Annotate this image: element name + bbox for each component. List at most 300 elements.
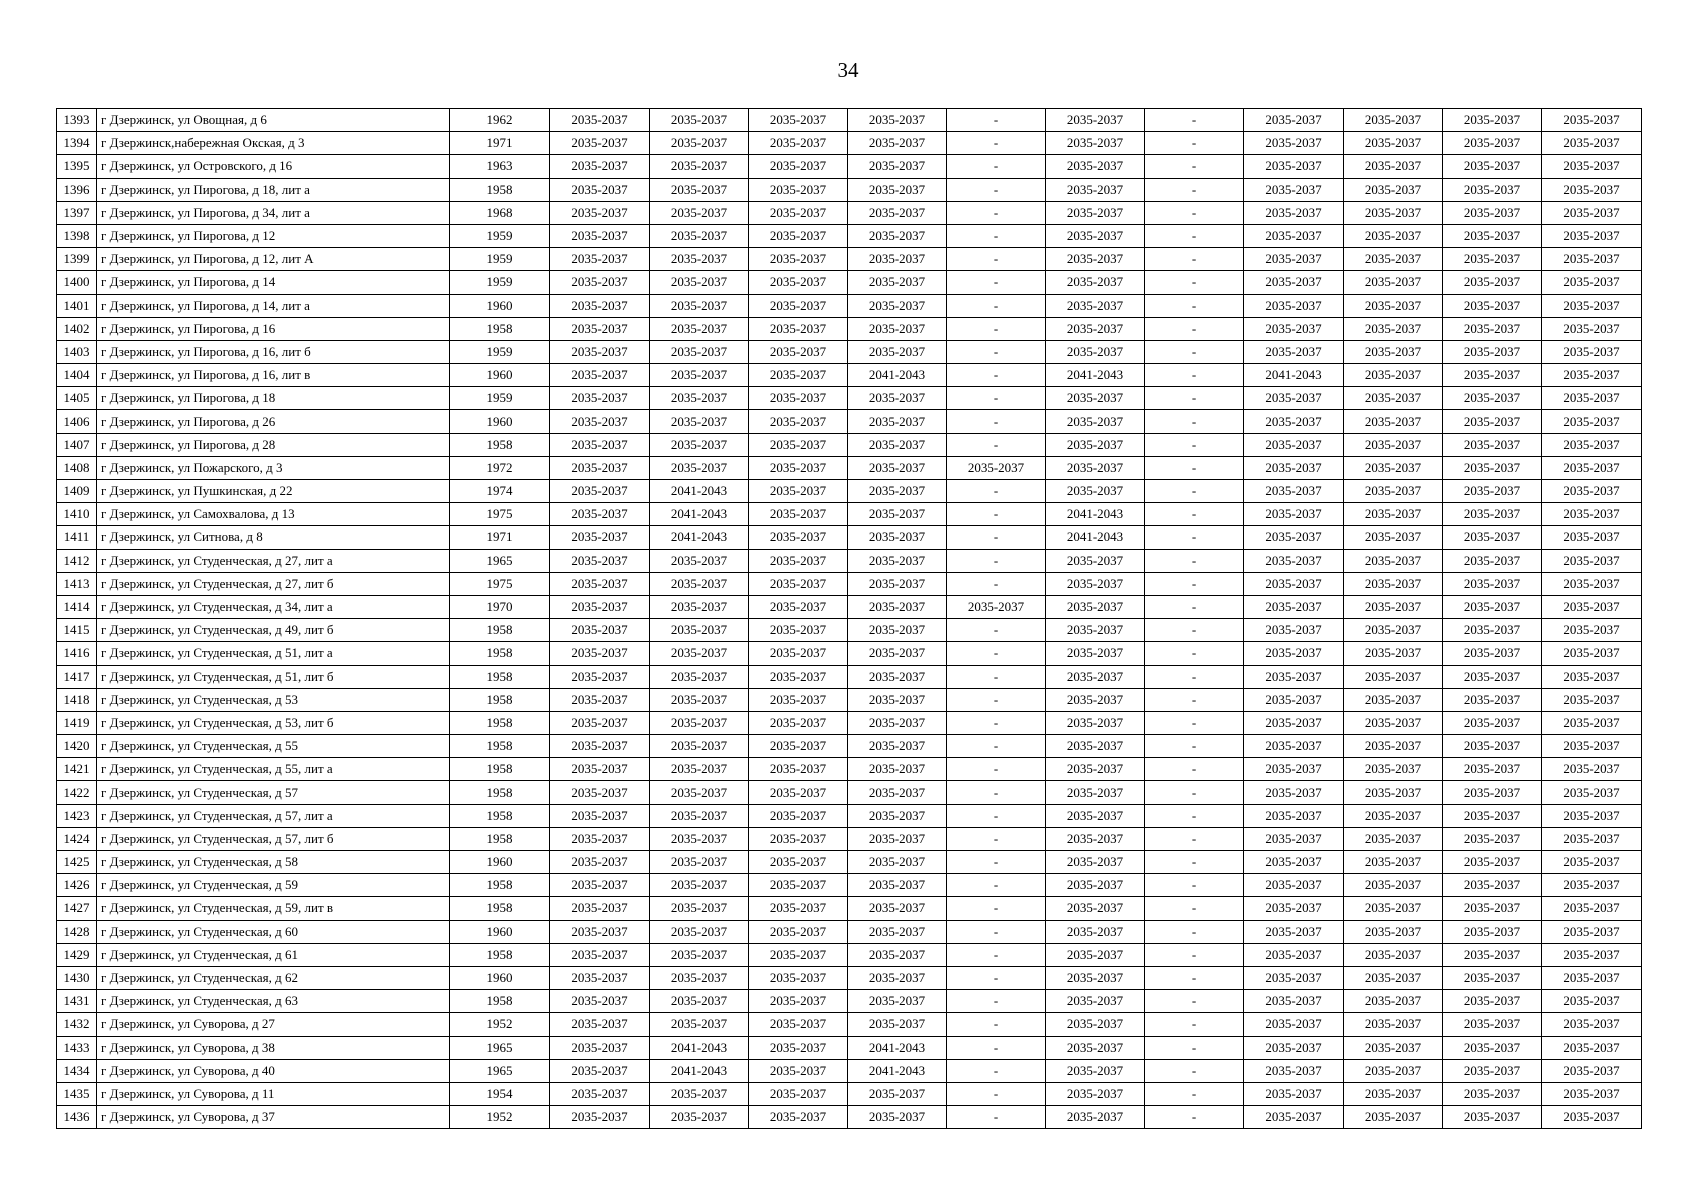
cell-year-built: 1958 bbox=[450, 619, 550, 642]
cell-period-10: 2035-2037 bbox=[1443, 1036, 1542, 1059]
cell-period-8: 2035-2037 bbox=[1244, 503, 1344, 526]
cell-period-9: 2035-2037 bbox=[1344, 410, 1443, 433]
table-row bbox=[57, 711, 1642, 734]
cell-row-number: 1416 bbox=[57, 642, 97, 665]
cell-period-5: - bbox=[947, 433, 1046, 456]
cell-period-6: 2035-2037 bbox=[1046, 735, 1145, 758]
cell-address: г Дзержинск, ул Пирогова, д 16 bbox=[97, 317, 450, 340]
cell-period-9: 2035-2037 bbox=[1344, 317, 1443, 340]
cell-period-3: 2035-2037 bbox=[749, 595, 848, 618]
cell-period-11: 2035-2037 bbox=[1542, 526, 1642, 549]
cell-row-number: 1393 bbox=[57, 109, 97, 132]
cell-address: г Дзержинск, ул Студенческая, д 34, лит а bbox=[97, 595, 450, 618]
cell-period-10: 2035-2037 bbox=[1443, 549, 1542, 572]
cell-period-8: 2035-2037 bbox=[1244, 433, 1344, 456]
cell-period-2: 2041-2043 bbox=[650, 503, 749, 526]
cell-year-built: 1971 bbox=[450, 132, 550, 155]
cell-period-6: 2035-2037 bbox=[1046, 572, 1145, 595]
cell-period-7: - bbox=[1145, 271, 1244, 294]
cell-address: г Дзержинск, ул Суворова, д 38 bbox=[97, 1036, 450, 1059]
cell-period-7: - bbox=[1145, 1036, 1244, 1059]
cell-row-number: 1419 bbox=[57, 711, 97, 734]
cell-period-1: 2035-2037 bbox=[550, 294, 650, 317]
cell-period-3: 2035-2037 bbox=[749, 456, 848, 479]
cell-period-7: - bbox=[1145, 874, 1244, 897]
cell-period-1: 2035-2037 bbox=[550, 1082, 650, 1105]
cell-period-11: 2035-2037 bbox=[1542, 317, 1642, 340]
cell-period-11: 2035-2037 bbox=[1542, 572, 1642, 595]
cell-period-3: 2035-2037 bbox=[749, 688, 848, 711]
cell-period-8: 2035-2037 bbox=[1244, 897, 1344, 920]
cell-period-10: 2035-2037 bbox=[1443, 503, 1542, 526]
table-row bbox=[57, 688, 1642, 711]
cell-period-9: 2035-2037 bbox=[1344, 595, 1443, 618]
cell-period-4: 2035-2037 bbox=[848, 781, 947, 804]
cell-period-10: 2035-2037 bbox=[1443, 340, 1542, 363]
cell-year-built: 1958 bbox=[450, 711, 550, 734]
cell-period-7: - bbox=[1145, 132, 1244, 155]
cell-period-4: 2035-2037 bbox=[848, 410, 947, 433]
cell-address: г Дзержинск, ул Суворова, д 11 bbox=[97, 1082, 450, 1105]
cell-year-built: 1958 bbox=[450, 874, 550, 897]
cell-period-3: 2035-2037 bbox=[749, 1082, 848, 1105]
cell-period-7: - bbox=[1145, 410, 1244, 433]
cell-period-7: - bbox=[1145, 155, 1244, 178]
cell-period-8: 2035-2037 bbox=[1244, 572, 1344, 595]
table-row bbox=[57, 526, 1642, 549]
cell-row-number: 1417 bbox=[57, 665, 97, 688]
cell-period-4: 2041-2043 bbox=[848, 1059, 947, 1082]
cell-period-10: 2035-2037 bbox=[1443, 1082, 1542, 1105]
cell-address: г Дзержинск, ул Студенческая, д 57 bbox=[97, 781, 450, 804]
cell-period-8: 2035-2037 bbox=[1244, 155, 1344, 178]
cell-year-built: 1960 bbox=[450, 966, 550, 989]
cell-period-10: 2035-2037 bbox=[1443, 619, 1542, 642]
table-row bbox=[57, 155, 1642, 178]
cell-period-6: 2035-2037 bbox=[1046, 874, 1145, 897]
cell-period-5: - bbox=[947, 410, 1046, 433]
cell-period-8: 2035-2037 bbox=[1244, 248, 1344, 271]
cell-period-2: 2035-2037 bbox=[650, 317, 749, 340]
cell-period-10: 2035-2037 bbox=[1443, 874, 1542, 897]
cell-period-11: 2035-2037 bbox=[1542, 758, 1642, 781]
table-row bbox=[57, 410, 1642, 433]
cell-period-4: 2035-2037 bbox=[848, 456, 947, 479]
cell-period-6: 2035-2037 bbox=[1046, 294, 1145, 317]
cell-period-8: 2035-2037 bbox=[1244, 1106, 1344, 1129]
cell-period-8: 2035-2037 bbox=[1244, 735, 1344, 758]
cell-address: г Дзержинск, ул Студенческая, д 62 bbox=[97, 966, 450, 989]
cell-period-4: 2035-2037 bbox=[848, 943, 947, 966]
table-body bbox=[57, 109, 1642, 1129]
cell-period-1: 2035-2037 bbox=[550, 526, 650, 549]
cell-period-9: 2035-2037 bbox=[1344, 642, 1443, 665]
cell-period-6: 2035-2037 bbox=[1046, 549, 1145, 572]
cell-period-5: 2035-2037 bbox=[947, 456, 1046, 479]
cell-year-built: 1974 bbox=[450, 480, 550, 503]
cell-row-number: 1423 bbox=[57, 804, 97, 827]
cell-period-2: 2035-2037 bbox=[650, 340, 749, 363]
cell-period-6: 2035-2037 bbox=[1046, 688, 1145, 711]
cell-period-11: 2035-2037 bbox=[1542, 132, 1642, 155]
cell-period-9: 2035-2037 bbox=[1344, 364, 1443, 387]
cell-period-6: 2035-2037 bbox=[1046, 456, 1145, 479]
table-row bbox=[57, 595, 1642, 618]
cell-period-8: 2035-2037 bbox=[1244, 456, 1344, 479]
table-row bbox=[57, 132, 1642, 155]
cell-address: г Дзержинск, ул Пожарского, д 3 bbox=[97, 456, 450, 479]
table-row bbox=[57, 271, 1642, 294]
cell-period-10: 2035-2037 bbox=[1443, 109, 1542, 132]
cell-period-8: 2035-2037 bbox=[1244, 990, 1344, 1013]
cell-period-8: 2035-2037 bbox=[1244, 619, 1344, 642]
cell-period-10: 2035-2037 bbox=[1443, 642, 1542, 665]
cell-period-3: 2035-2037 bbox=[749, 178, 848, 201]
cell-period-1: 2035-2037 bbox=[550, 1106, 650, 1129]
cell-period-9: 2035-2037 bbox=[1344, 549, 1443, 572]
cell-row-number: 1408 bbox=[57, 456, 97, 479]
cell-period-1: 2035-2037 bbox=[550, 271, 650, 294]
cell-period-11: 2035-2037 bbox=[1542, 851, 1642, 874]
cell-period-7: - bbox=[1145, 549, 1244, 572]
cell-period-6: 2035-2037 bbox=[1046, 178, 1145, 201]
cell-period-4: 2035-2037 bbox=[848, 224, 947, 247]
cell-period-5: - bbox=[947, 480, 1046, 503]
cell-period-6: 2035-2037 bbox=[1046, 1036, 1145, 1059]
cell-row-number: 1404 bbox=[57, 364, 97, 387]
table-row bbox=[57, 480, 1642, 503]
cell-period-7: - bbox=[1145, 109, 1244, 132]
cell-period-6: 2035-2037 bbox=[1046, 665, 1145, 688]
cell-period-8: 2035-2037 bbox=[1244, 132, 1344, 155]
cell-period-7: - bbox=[1145, 851, 1244, 874]
cell-period-9: 2035-2037 bbox=[1344, 920, 1443, 943]
cell-period-7: - bbox=[1145, 317, 1244, 340]
cell-period-11: 2035-2037 bbox=[1542, 155, 1642, 178]
cell-period-9: 2035-2037 bbox=[1344, 387, 1443, 410]
cell-period-2: 2035-2037 bbox=[650, 874, 749, 897]
cell-period-8: 2035-2037 bbox=[1244, 317, 1344, 340]
cell-period-1: 2035-2037 bbox=[550, 155, 650, 178]
cell-period-11: 2035-2037 bbox=[1542, 1013, 1642, 1036]
cell-period-3: 2035-2037 bbox=[749, 1036, 848, 1059]
cell-row-number: 1424 bbox=[57, 827, 97, 850]
cell-period-2: 2041-2043 bbox=[650, 480, 749, 503]
cell-period-3: 2035-2037 bbox=[749, 758, 848, 781]
page-number: 34 bbox=[837, 58, 859, 82]
table-row bbox=[57, 248, 1642, 271]
cell-period-10: 2035-2037 bbox=[1443, 990, 1542, 1013]
cell-address: г Дзержинск, ул Пирогова, д 16, лит б bbox=[97, 340, 450, 363]
cell-period-11: 2035-2037 bbox=[1542, 966, 1642, 989]
cell-year-built: 1958 bbox=[450, 178, 550, 201]
cell-period-11: 2035-2037 bbox=[1542, 642, 1642, 665]
cell-period-2: 2035-2037 bbox=[650, 410, 749, 433]
cell-period-6: 2035-2037 bbox=[1046, 155, 1145, 178]
cell-period-1: 2035-2037 bbox=[550, 874, 650, 897]
cell-period-7: - bbox=[1145, 758, 1244, 781]
cell-row-number: 1430 bbox=[57, 966, 97, 989]
cell-period-1: 2035-2037 bbox=[550, 851, 650, 874]
cell-period-7: - bbox=[1145, 1082, 1244, 1105]
table-row bbox=[57, 201, 1642, 224]
cell-period-8: 2035-2037 bbox=[1244, 943, 1344, 966]
cell-period-9: 2035-2037 bbox=[1344, 897, 1443, 920]
cell-period-5: - bbox=[947, 271, 1046, 294]
cell-period-10: 2035-2037 bbox=[1443, 920, 1542, 943]
cell-period-7: - bbox=[1145, 781, 1244, 804]
cell-period-1: 2035-2037 bbox=[550, 642, 650, 665]
cell-period-8: 2035-2037 bbox=[1244, 549, 1344, 572]
cell-row-number: 1403 bbox=[57, 340, 97, 363]
cell-period-8: 2035-2037 bbox=[1244, 178, 1344, 201]
cell-period-4: 2035-2037 bbox=[848, 688, 947, 711]
cell-row-number: 1410 bbox=[57, 503, 97, 526]
cell-period-2: 2035-2037 bbox=[650, 248, 749, 271]
cell-period-8: 2035-2037 bbox=[1244, 711, 1344, 734]
cell-period-11: 2035-2037 bbox=[1542, 410, 1642, 433]
cell-period-3: 2035-2037 bbox=[749, 526, 848, 549]
cell-period-3: 2035-2037 bbox=[749, 248, 848, 271]
cell-period-5: - bbox=[947, 1036, 1046, 1059]
cell-period-2: 2035-2037 bbox=[650, 456, 749, 479]
cell-address: г Дзержинск, ул Пирогова, д 28 bbox=[97, 433, 450, 456]
cell-period-11: 2035-2037 bbox=[1542, 827, 1642, 850]
cell-period-4: 2035-2037 bbox=[848, 340, 947, 363]
cell-year-built: 1963 bbox=[450, 155, 550, 178]
cell-period-3: 2035-2037 bbox=[749, 410, 848, 433]
cell-period-6: 2035-2037 bbox=[1046, 595, 1145, 618]
cell-period-8: 2035-2037 bbox=[1244, 410, 1344, 433]
cell-period-11: 2035-2037 bbox=[1542, 665, 1642, 688]
cell-period-3: 2035-2037 bbox=[749, 433, 848, 456]
cell-period-3: 2035-2037 bbox=[749, 503, 848, 526]
cell-address: г Дзержинск, ул Пирогова, д 18 bbox=[97, 387, 450, 410]
cell-address: г Дзержинск, ул Студенческая, д 59, лит в bbox=[97, 897, 450, 920]
table-row bbox=[57, 1106, 1642, 1129]
cell-period-11: 2035-2037 bbox=[1542, 1106, 1642, 1129]
cell-period-3: 2035-2037 bbox=[749, 387, 848, 410]
cell-period-1: 2035-2037 bbox=[550, 201, 650, 224]
cell-period-9: 2035-2037 bbox=[1344, 851, 1443, 874]
cell-period-7: - bbox=[1145, 619, 1244, 642]
cell-period-5: - bbox=[947, 642, 1046, 665]
cell-year-built: 1958 bbox=[450, 665, 550, 688]
cell-period-7: - bbox=[1145, 503, 1244, 526]
cell-period-10: 2035-2037 bbox=[1443, 271, 1542, 294]
cell-period-5: - bbox=[947, 132, 1046, 155]
cell-address: г Дзержинск, ул Студенческая, д 51, лит а bbox=[97, 642, 450, 665]
table-row bbox=[57, 1082, 1642, 1105]
cell-period-3: 2035-2037 bbox=[749, 1059, 848, 1082]
cell-period-2: 2035-2037 bbox=[650, 572, 749, 595]
cell-period-10: 2035-2037 bbox=[1443, 781, 1542, 804]
cell-period-6: 2041-2043 bbox=[1046, 364, 1145, 387]
cell-period-8: 2035-2037 bbox=[1244, 688, 1344, 711]
cell-row-number: 1412 bbox=[57, 549, 97, 572]
cell-period-6: 2035-2037 bbox=[1046, 387, 1145, 410]
cell-period-9: 2035-2037 bbox=[1344, 735, 1443, 758]
cell-period-4: 2035-2037 bbox=[848, 572, 947, 595]
cell-period-4: 2035-2037 bbox=[848, 642, 947, 665]
cell-period-4: 2035-2037 bbox=[848, 758, 947, 781]
cell-period-5: - bbox=[947, 248, 1046, 271]
cell-period-7: - bbox=[1145, 1059, 1244, 1082]
cell-period-11: 2035-2037 bbox=[1542, 364, 1642, 387]
cell-period-2: 2035-2037 bbox=[650, 711, 749, 734]
cell-year-built: 1958 bbox=[450, 735, 550, 758]
cell-row-number: 1397 bbox=[57, 201, 97, 224]
cell-year-built: 1975 bbox=[450, 503, 550, 526]
cell-period-6: 2035-2037 bbox=[1046, 224, 1145, 247]
cell-row-number: 1415 bbox=[57, 619, 97, 642]
cell-year-built: 1958 bbox=[450, 642, 550, 665]
cell-period-3: 2035-2037 bbox=[749, 827, 848, 850]
cell-period-11: 2035-2037 bbox=[1542, 990, 1642, 1013]
cell-period-8: 2035-2037 bbox=[1244, 294, 1344, 317]
cell-year-built: 1952 bbox=[450, 1013, 550, 1036]
table-row bbox=[57, 1059, 1642, 1082]
table-row bbox=[57, 433, 1642, 456]
cell-period-1: 2035-2037 bbox=[550, 781, 650, 804]
cell-period-1: 2035-2037 bbox=[550, 711, 650, 734]
cell-period-4: 2035-2037 bbox=[848, 711, 947, 734]
cell-period-7: - bbox=[1145, 294, 1244, 317]
cell-row-number: 1407 bbox=[57, 433, 97, 456]
cell-period-9: 2035-2037 bbox=[1344, 665, 1443, 688]
cell-period-11: 2035-2037 bbox=[1542, 804, 1642, 827]
cell-row-number: 1400 bbox=[57, 271, 97, 294]
cell-period-4: 2035-2037 bbox=[848, 851, 947, 874]
cell-period-4: 2035-2037 bbox=[848, 619, 947, 642]
cell-period-11: 2035-2037 bbox=[1542, 874, 1642, 897]
cell-address: г Дзержинск, ул Суворова, д 40 bbox=[97, 1059, 450, 1082]
cell-row-number: 1421 bbox=[57, 758, 97, 781]
cell-address: г Дзержинск, ул Студенческая, д 63 bbox=[97, 990, 450, 1013]
cell-period-10: 2035-2037 bbox=[1443, 294, 1542, 317]
cell-period-1: 2035-2037 bbox=[550, 132, 650, 155]
cell-period-2: 2035-2037 bbox=[650, 132, 749, 155]
cell-year-built: 1958 bbox=[450, 897, 550, 920]
cell-period-1: 2035-2037 bbox=[550, 990, 650, 1013]
cell-period-7: - bbox=[1145, 387, 1244, 410]
cell-period-8: 2035-2037 bbox=[1244, 201, 1344, 224]
cell-period-8: 2035-2037 bbox=[1244, 920, 1344, 943]
cell-period-3: 2035-2037 bbox=[749, 897, 848, 920]
cell-period-9: 2035-2037 bbox=[1344, 804, 1443, 827]
cell-year-built: 1952 bbox=[450, 1106, 550, 1129]
cell-period-6: 2035-2037 bbox=[1046, 1059, 1145, 1082]
cell-period-7: - bbox=[1145, 456, 1244, 479]
cell-year-built: 1960 bbox=[450, 364, 550, 387]
cell-period-10: 2035-2037 bbox=[1443, 1106, 1542, 1129]
cell-period-3: 2035-2037 bbox=[749, 480, 848, 503]
cell-period-4: 2035-2037 bbox=[848, 480, 947, 503]
cell-period-11: 2035-2037 bbox=[1542, 456, 1642, 479]
table-row bbox=[57, 943, 1642, 966]
cell-period-5: - bbox=[947, 178, 1046, 201]
cell-period-3: 2035-2037 bbox=[749, 619, 848, 642]
cell-period-7: - bbox=[1145, 642, 1244, 665]
cell-row-number: 1429 bbox=[57, 943, 97, 966]
cell-period-1: 2035-2037 bbox=[550, 572, 650, 595]
cell-period-8: 2035-2037 bbox=[1244, 480, 1344, 503]
cell-period-9: 2035-2037 bbox=[1344, 619, 1443, 642]
cell-period-9: 2035-2037 bbox=[1344, 248, 1443, 271]
cell-row-number: 1414 bbox=[57, 595, 97, 618]
cell-period-5: - bbox=[947, 804, 1046, 827]
cell-period-2: 2035-2037 bbox=[650, 1082, 749, 1105]
cell-period-3: 2035-2037 bbox=[749, 224, 848, 247]
cell-period-2: 2035-2037 bbox=[650, 433, 749, 456]
cell-period-6: 2035-2037 bbox=[1046, 109, 1145, 132]
cell-period-4: 2035-2037 bbox=[848, 827, 947, 850]
cell-period-3: 2035-2037 bbox=[749, 920, 848, 943]
cell-period-4: 2041-2043 bbox=[848, 364, 947, 387]
cell-period-7: - bbox=[1145, 897, 1244, 920]
cell-period-6: 2035-2037 bbox=[1046, 619, 1145, 642]
cell-period-6: 2035-2037 bbox=[1046, 758, 1145, 781]
cell-period-5: - bbox=[947, 340, 1046, 363]
table-row bbox=[57, 804, 1642, 827]
cell-period-10: 2035-2037 bbox=[1443, 178, 1542, 201]
cell-period-2: 2035-2037 bbox=[650, 920, 749, 943]
cell-period-2: 2035-2037 bbox=[650, 642, 749, 665]
cell-period-11: 2035-2037 bbox=[1542, 688, 1642, 711]
cell-period-3: 2035-2037 bbox=[749, 990, 848, 1013]
cell-row-number: 1402 bbox=[57, 317, 97, 340]
cell-period-5: - bbox=[947, 943, 1046, 966]
cell-period-7: - bbox=[1145, 735, 1244, 758]
cell-period-9: 2035-2037 bbox=[1344, 758, 1443, 781]
table-row bbox=[57, 735, 1642, 758]
cell-period-5: - bbox=[947, 735, 1046, 758]
cell-period-3: 2035-2037 bbox=[749, 109, 848, 132]
cell-period-11: 2035-2037 bbox=[1542, 340, 1642, 363]
cell-period-2: 2035-2037 bbox=[650, 827, 749, 850]
cell-period-5: - bbox=[947, 201, 1046, 224]
cell-period-1: 2035-2037 bbox=[550, 966, 650, 989]
cell-address: г Дзержинск, ул Суворова, д 37 bbox=[97, 1106, 450, 1129]
cell-address: г Дзержинск, ул Студенческая, д 55 bbox=[97, 735, 450, 758]
cell-year-built: 1958 bbox=[450, 758, 550, 781]
cell-period-2: 2035-2037 bbox=[650, 990, 749, 1013]
cell-period-10: 2035-2037 bbox=[1443, 758, 1542, 781]
cell-period-1: 2035-2037 bbox=[550, 503, 650, 526]
cell-period-3: 2035-2037 bbox=[749, 943, 848, 966]
cell-period-9: 2035-2037 bbox=[1344, 1082, 1443, 1105]
cell-year-built: 1960 bbox=[450, 410, 550, 433]
cell-period-11: 2035-2037 bbox=[1542, 1036, 1642, 1059]
cell-period-7: - bbox=[1145, 595, 1244, 618]
cell-period-8: 2035-2037 bbox=[1244, 827, 1344, 850]
cell-period-3: 2035-2037 bbox=[749, 851, 848, 874]
cell-period-9: 2035-2037 bbox=[1344, 874, 1443, 897]
cell-period-2: 2035-2037 bbox=[650, 271, 749, 294]
cell-period-3: 2035-2037 bbox=[749, 642, 848, 665]
cell-period-2: 2035-2037 bbox=[650, 735, 749, 758]
cell-period-2: 2035-2037 bbox=[650, 851, 749, 874]
cell-period-5: - bbox=[947, 665, 1046, 688]
cell-period-11: 2035-2037 bbox=[1542, 735, 1642, 758]
cell-period-9: 2035-2037 bbox=[1344, 1013, 1443, 1036]
cell-period-3: 2035-2037 bbox=[749, 735, 848, 758]
cell-period-2: 2035-2037 bbox=[650, 619, 749, 642]
cell-period-2: 2035-2037 bbox=[650, 224, 749, 247]
cell-period-10: 2035-2037 bbox=[1443, 480, 1542, 503]
cell-period-5: - bbox=[947, 503, 1046, 526]
cell-period-8: 2035-2037 bbox=[1244, 804, 1344, 827]
